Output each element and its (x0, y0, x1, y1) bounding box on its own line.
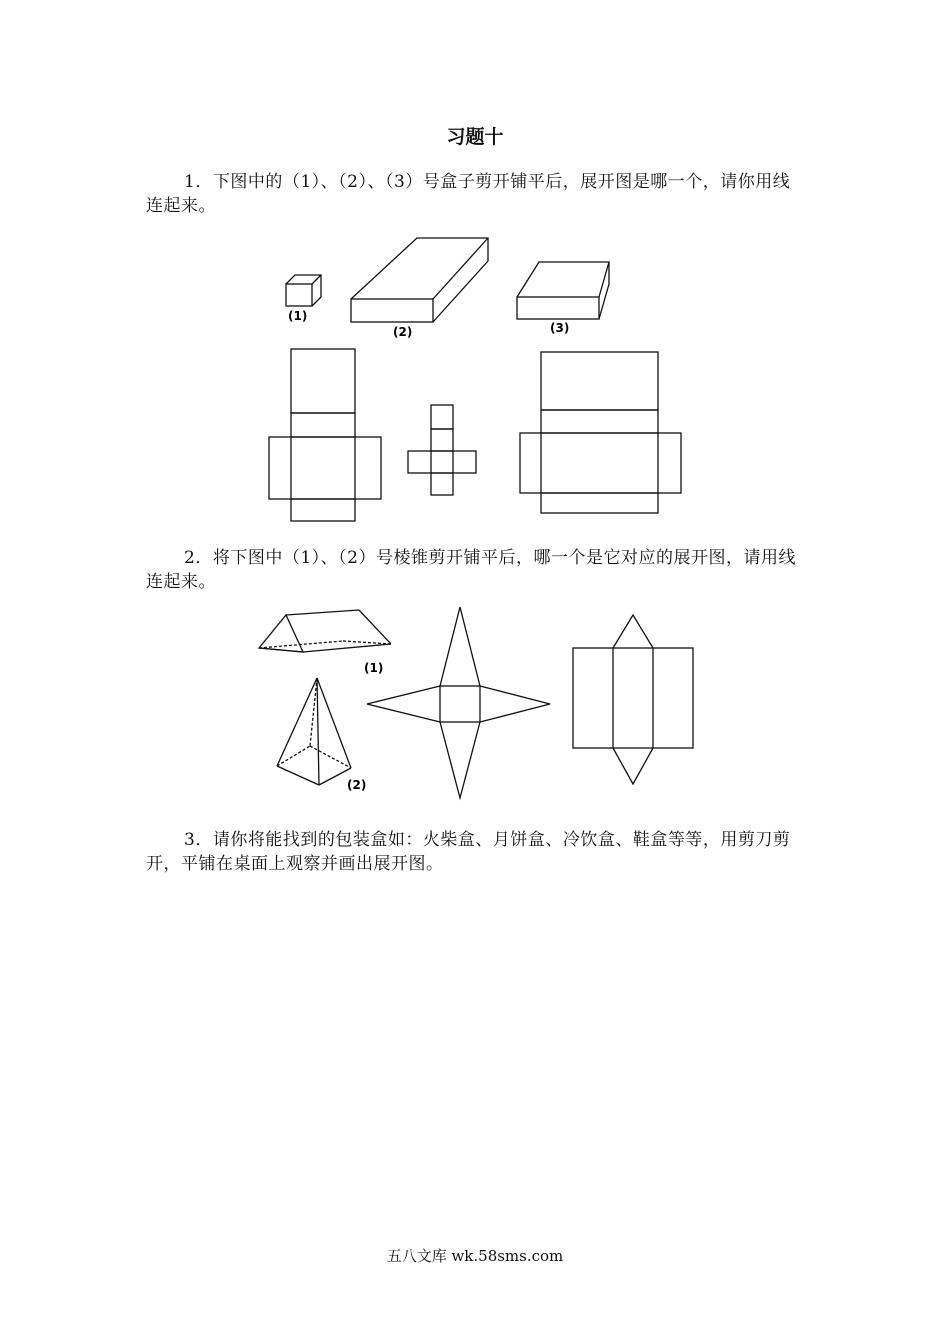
net-c (520, 352, 681, 513)
prism-1 (259, 610, 391, 652)
question-3: 3．请你将能找到的包装盒如：火柴盒、月饼盒、冷饮盒、鞋盒等等，用剪刀剪开，平铺在桌面上观察并画出展开图。 (146, 830, 791, 874)
pyramid-2 (277, 678, 351, 785)
net-b (408, 405, 476, 495)
pyramids-figure (255, 600, 700, 805)
box-3 (517, 262, 609, 319)
box-2 (351, 238, 488, 322)
box-2-label: (2) (393, 325, 413, 339)
box-nets-figure (265, 345, 690, 525)
footer-text: 五八文库 wk.58sms.com (386, 1247, 564, 1265)
prism-net (573, 615, 693, 784)
net-a (269, 349, 381, 521)
prism-1-label: (1) (364, 661, 384, 675)
box-1 (286, 275, 321, 306)
box-1-label: (1) (288, 309, 308, 323)
pyramid-2-label: (2) (347, 778, 367, 792)
page-title: 习题十 (446, 126, 504, 148)
star-net (367, 607, 550, 798)
boxes-figure (270, 232, 690, 344)
box-3-label: (3) (550, 321, 570, 335)
question-1: 1．下图中的（1）、（2）、（3）号盒子剪开铺平后，展开图是哪一个，请你用线连起来。 (146, 172, 791, 216)
question-2: 2．将下图中（1）、（2）号棱锥剪开铺平后，哪一个是它对应的展开图，请用线连起来。 (146, 548, 796, 592)
